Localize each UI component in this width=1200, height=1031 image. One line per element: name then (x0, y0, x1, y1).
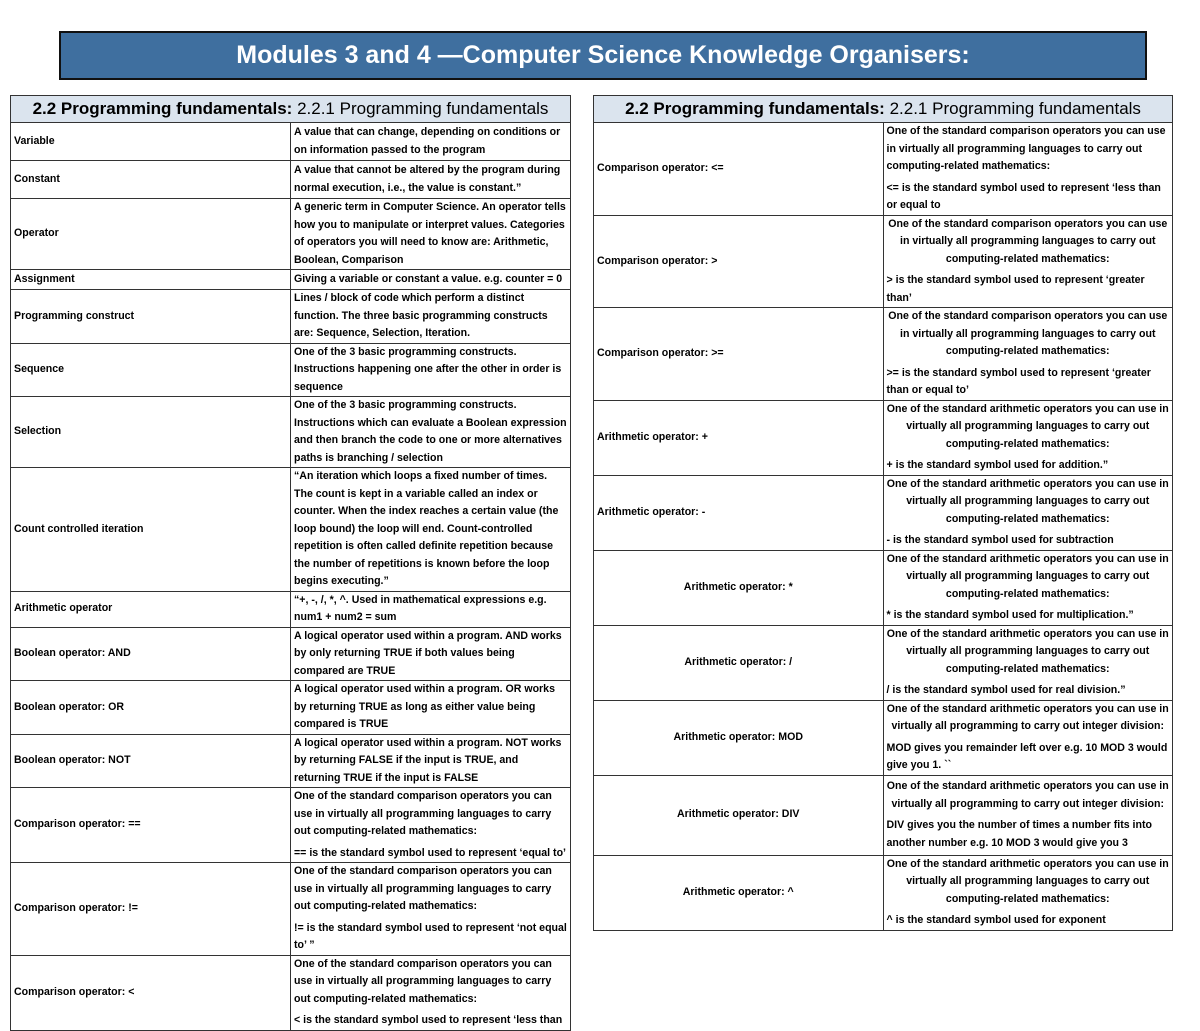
glossary-definition (291, 734, 571, 788)
definition-text: One of the 3 basic programming constructs. Instructions which can evaluate a Boolean expression and then branch the code to one or more alternatives paths is branching / selection (294, 399, 567, 464)
glossary-definition (291, 955, 571, 1030)
glossary-term: Assignment (11, 270, 291, 290)
glossary-definition (883, 308, 1173, 401)
glossary-definition (883, 855, 1173, 930)
definition-text: A value that cannot be altered by the program during normal execution, i.e., the value is constant.” (294, 164, 561, 194)
right-header-rest: 2.2.1 Programming fundamentals (889, 99, 1141, 118)
left-panel (10, 95, 571, 1031)
glossary-row (594, 855, 1173, 930)
glossary-definition (291, 468, 571, 592)
symbol-text: <= is the standard symbol used to represent ‘less than or equal to (886, 181, 1161, 211)
glossary-definition (291, 161, 571, 199)
glossary-row (11, 123, 571, 161)
glossary-term: Arithmetic operator: + (594, 400, 884, 475)
glossary-term: Comparison operator: < (11, 955, 291, 1030)
definition-text: A generic term in Computer Science. An operator tells how you to manipulate or interpret values. Categories of operators you will need to know are: Arithmetic, Boolean, Comparison (294, 201, 566, 266)
symbol-text: < is the standard symbol used to represent ‘less than (294, 1014, 563, 1026)
symbol-text: - is the standard symbol used for subtraction (886, 534, 1114, 546)
glossary-row (594, 123, 1173, 216)
glossary-definition (883, 215, 1173, 308)
right-panel-header (594, 96, 1173, 123)
glossary-row (11, 343, 571, 397)
glossary-definition (291, 591, 571, 627)
glossary-row (11, 627, 571, 681)
definition-text: One of the standard comparison operators you can use in virtually all programming languages to carry out computing-related mathematics: (294, 790, 552, 837)
glossary-definition (883, 775, 1173, 855)
definition-text: One of the standard arithmetic operators you can use in virtually all programming to carry out integer division: (886, 780, 1169, 810)
glossary-definition (291, 290, 571, 344)
glossary-definition (291, 270, 571, 290)
glossary-definition (883, 625, 1173, 700)
symbol-text: == is the standard symbol used to represent ‘equal to’ (294, 846, 566, 859)
glossary-term: Arithmetic operator: * (594, 550, 884, 625)
left-header-bold: 2.2 Programming fundamentals: (32, 99, 293, 118)
symbol-text: / is the standard symbol used for real division.” (886, 684, 1126, 696)
glossary-term: Programming construct (11, 290, 291, 344)
left-panel-header (11, 96, 571, 123)
page-title: Modules 3 and 4 —Computer Science Knowledge Organisers: (59, 31, 1147, 80)
glossary-definition (883, 123, 1173, 216)
definition-text: One of the standard arithmetic operators you can use in virtually all programming languages to carry out computing-related mathematics: (886, 857, 1169, 905)
definition-text: One of the 3 basic programming constructs. Instructions happening one after the other in order is sequence (294, 345, 562, 393)
glossary-term: Boolean operator: NOT (11, 734, 291, 788)
definition-text: A value that can change, depending on conditions or on information passed to the program (294, 126, 561, 156)
symbol-text: >= is the standard symbol used to represent ‘greater than or equal to’ (886, 366, 1151, 396)
symbol-text: + is the standard symbol used for addition.” (886, 459, 1109, 471)
glossary-row (11, 270, 571, 290)
glossary-definition (291, 123, 571, 161)
glossary-row (11, 955, 571, 1030)
definition-text: One of the standard arithmetic operators you can use in virtually all programming languages to carry out computing-related mathematics: (886, 477, 1169, 525)
glossary-term: Operator (11, 199, 291, 270)
symbol-text: > is the standard symbol used to represent ‘greater than’ (886, 274, 1145, 304)
definition-text: A logical operator used within a program. OR works by returning TRUE as long as either value being compared is TRUE (294, 683, 555, 730)
glossary-term: Count controlled iteration (11, 468, 291, 592)
glossary-row (11, 863, 571, 956)
glossary-row (11, 397, 571, 468)
symbol-text: ^ is the standard symbol used for exponent (886, 914, 1106, 926)
glossary-term: Comparison operator: > (594, 215, 884, 308)
glossary-row (594, 308, 1173, 401)
glossary-term: Arithmetic operator: ^ (594, 855, 884, 930)
left-glossary-table (10, 95, 571, 1031)
right-panel (593, 95, 1173, 931)
definition-text: A logical operator used within a program. AND works by only returning TRUE if both values being compared are TRUE (294, 629, 562, 677)
right-header-bold: 2.2 Programming fundamentals: (625, 99, 885, 118)
definition-text: One of the standard comparison operators you can use in virtually all programming languages to carry out computing-related mathematics: (294, 865, 552, 912)
glossary-term: Constant (11, 161, 291, 199)
glossary-row (594, 700, 1173, 775)
glossary-term: Boolean operator: AND (11, 627, 291, 681)
glossary-row (11, 161, 571, 199)
glossary-term: Arithmetic operator: MOD (594, 700, 884, 775)
glossary-row (11, 734, 571, 788)
right-glossary-table (593, 95, 1173, 931)
definition-text: A logical operator used within a program. NOT works by returning FALSE if the input is TRUE, and returning TRUE if the input is FALSE (294, 736, 562, 784)
glossary-row (11, 681, 571, 735)
symbol-text: MOD gives you remainder left over e.g. 10 MOD 3 would give you 1. `` (886, 741, 1168, 771)
glossary-definition (291, 397, 571, 468)
glossary-row (594, 215, 1173, 308)
definition-text: “An iteration which loops a fixed number of times. The count is kept in a variable called an index or counter. When the index reaches a certain value (the loop bound) the loop will end. Count-controlled repetition is often called definite repetition because the number of repetitions is known before the loop begins executing.” (294, 470, 559, 587)
glossary-definition (291, 863, 571, 956)
glossary-row (594, 400, 1173, 475)
glossary-row (594, 475, 1173, 550)
glossary-row (11, 468, 571, 592)
definition-text: One of the standard comparison operators you can use in virtually all programming languages to carry out computing-related mathematics: (888, 310, 1168, 357)
definition-text: “+, -, /, *, ^. Used in mathematical expressions e.g. num1 + num2 = sum (294, 593, 547, 623)
glossary-term: Arithmetic operator: DIV (594, 775, 884, 855)
glossary-term: Arithmetic operator: / (594, 625, 884, 700)
glossary-term: Comparison operator: == (11, 788, 291, 863)
glossary-row (11, 788, 571, 863)
symbol-text: * is the standard symbol used for multiplication.” (886, 609, 1134, 621)
definition-text: One of the standard arithmetic operators you can use in virtually all programming to carry out integer division: (886, 702, 1169, 732)
glossary-term: Arithmetic operator (11, 591, 291, 627)
glossary-row (594, 775, 1173, 855)
glossary-row (11, 290, 571, 344)
glossary-definition (883, 475, 1173, 550)
glossary-definition (291, 343, 571, 397)
glossary-term: Boolean operator: OR (11, 681, 291, 735)
definition-text: One of the standard arithmetic operators you can use in virtually all programming languages to carry out computing-related mathematics: (886, 552, 1169, 600)
glossary-row (594, 550, 1173, 625)
glossary-definition (291, 199, 571, 270)
glossary-term: Variable (11, 123, 291, 161)
definition-text: One of the standard comparison operators you can use in virtually all programming languages to carry out computing-related mathematics: (886, 125, 1166, 172)
glossary-row (594, 625, 1173, 700)
definition-text: One of the standard comparison operators you can use in virtually all programming languages to carry out computing-related mathematics: (888, 217, 1168, 265)
definition-text: One of the standard arithmetic operators you can use in virtually all programming languages to carry out computing-related mathematics: (886, 627, 1169, 675)
definition-text: Giving a variable or constant a value. e.g. counter = 0 (294, 272, 563, 285)
glossary-row (11, 591, 571, 627)
glossary-definition (883, 550, 1173, 625)
glossary-term: Arithmetic operator: - (594, 475, 884, 550)
glossary-term: Selection (11, 397, 291, 468)
symbol-text: DIV gives you the number of times a number fits into another number e.g. 10 MOD 3 would give you 3 (886, 819, 1152, 849)
definition-text: One of the standard arithmetic operators you can use in virtually all programming languages to carry out computing-related mathematics: (886, 402, 1169, 450)
definition-text: One of the standard comparison operators you can use in virtually all programming languages to carry out computing-related mathematics: (294, 957, 552, 1005)
glossary-definition (291, 627, 571, 681)
glossary-row (11, 199, 571, 270)
symbol-text: != is the standard symbol used to represent ‘not equal to’ ” (294, 921, 567, 951)
glossary-term: Comparison operator: != (11, 863, 291, 956)
definition-text: Lines / block of code which perform a distinct function. The three basic programming constructs are: Sequence, Selection, Iteration. (294, 292, 548, 339)
left-header-rest: 2.2.1 Programming fundamentals (297, 99, 549, 118)
glossary-definition (883, 400, 1173, 475)
glossary-definition (291, 681, 571, 735)
glossary-term: Sequence (11, 343, 291, 397)
glossary-term: Comparison operator: <= (594, 123, 884, 216)
glossary-term: Comparison operator: >= (594, 308, 884, 401)
glossary-definition (883, 700, 1173, 775)
glossary-definition (291, 788, 571, 863)
